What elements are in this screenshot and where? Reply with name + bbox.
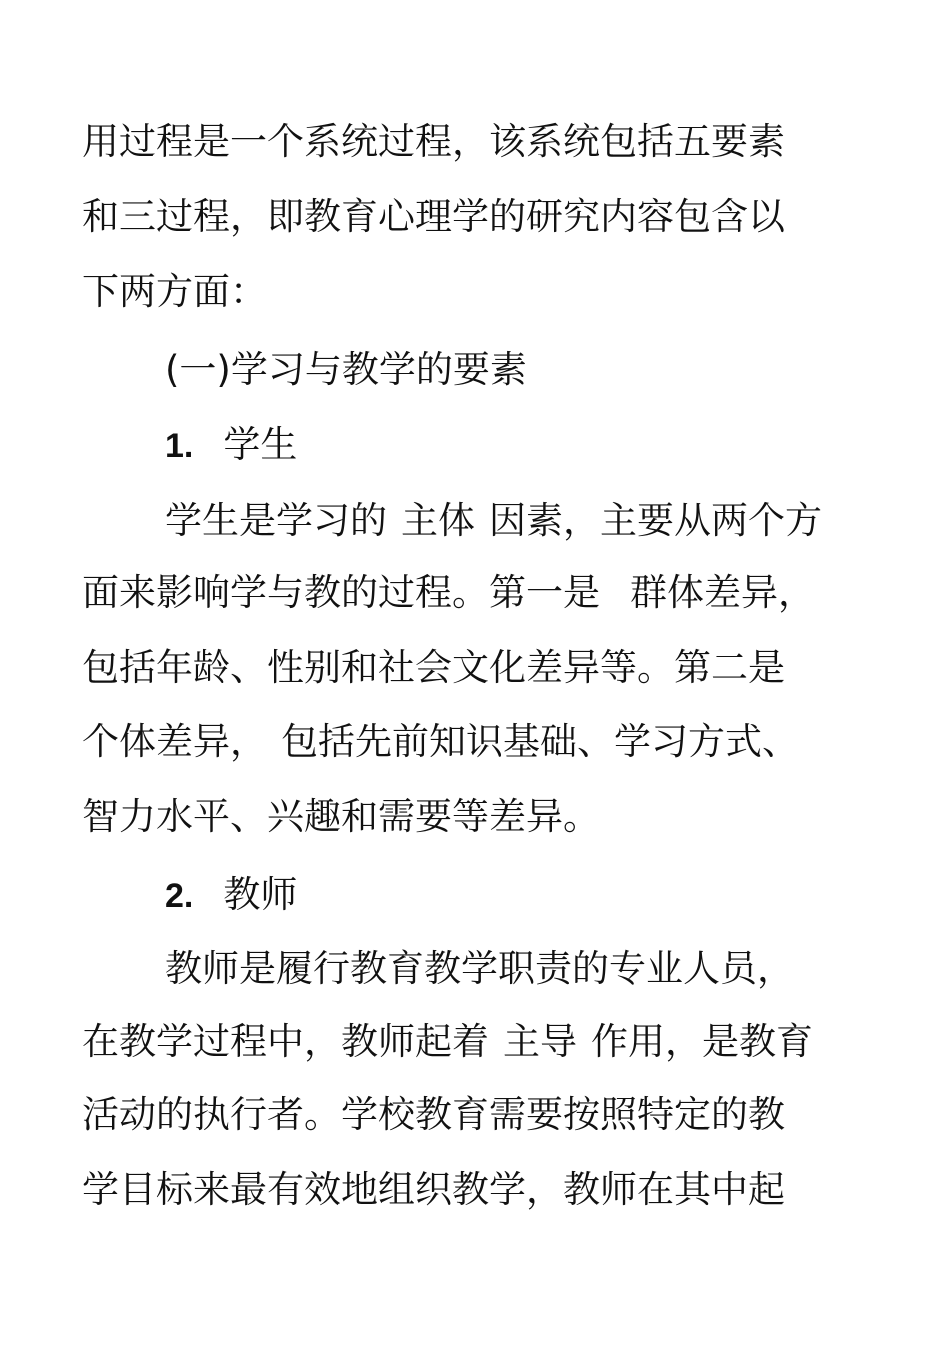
text-segment: 学生是学习的 — [165, 499, 387, 542]
paragraph-teacher-line-4: 学目标来最有效地组织教学，教师在其中起 — [82, 1168, 785, 1211]
paragraph-teacher-line-1: 教师是履行教育教学职责的专业人员， — [165, 947, 794, 990]
paragraph-line-1: 用过程是一个系统过程，该系统包括五要素 — [82, 120, 785, 163]
text-segment: 在教学过程中，教师起着 — [82, 1020, 489, 1063]
paragraph-student-line-3: 包括年龄、性别和社会文化差异等。第二是 — [82, 646, 785, 689]
paragraph-student-line-1 — [165, 496, 822, 546]
paragraph-student-line-5: 智力水平、兴趣和需要等差异。 — [82, 795, 600, 838]
item-number-2: 2. — [165, 877, 194, 915]
subheading-student-label: 学生 — [223, 423, 298, 466]
paragraph-teacher-line-2 — [82, 1017, 813, 1067]
paragraph-line-3: 下两方面： — [82, 270, 267, 313]
text-segment: 作用，是教育 — [591, 1020, 813, 1063]
paragraph-teacher-line-3: 活动的执行者。学校教育需要按照特定的教 — [82, 1093, 785, 1136]
key-term-subject: 主体 — [401, 499, 475, 542]
paragraph-line-2: 和三过程，即教育心理学的研究内容包含以 — [82, 195, 785, 238]
subheading-teacher-label: 教师 — [223, 873, 298, 916]
key-term-group-difference: 群体差异， — [630, 571, 815, 614]
item-number-1: 1. — [165, 427, 194, 465]
subheading-student — [165, 420, 297, 470]
paragraph-student-line-4 — [82, 717, 799, 767]
subheading-teacher — [165, 870, 297, 920]
key-term-leading: 主导 — [503, 1020, 577, 1063]
text-segment: 包括先前知识基础、学习方式、 — [281, 720, 799, 763]
text-segment: 面来影响学与教的过程。第一是 — [82, 571, 600, 614]
key-term-individual-difference: 个体差异， — [82, 720, 267, 763]
paragraph-student-line-2 — [82, 568, 815, 618]
text-segment: 因素，主要从两个方 — [489, 499, 822, 542]
section-heading-1: (一)学习与教学的要素 — [165, 348, 527, 391]
